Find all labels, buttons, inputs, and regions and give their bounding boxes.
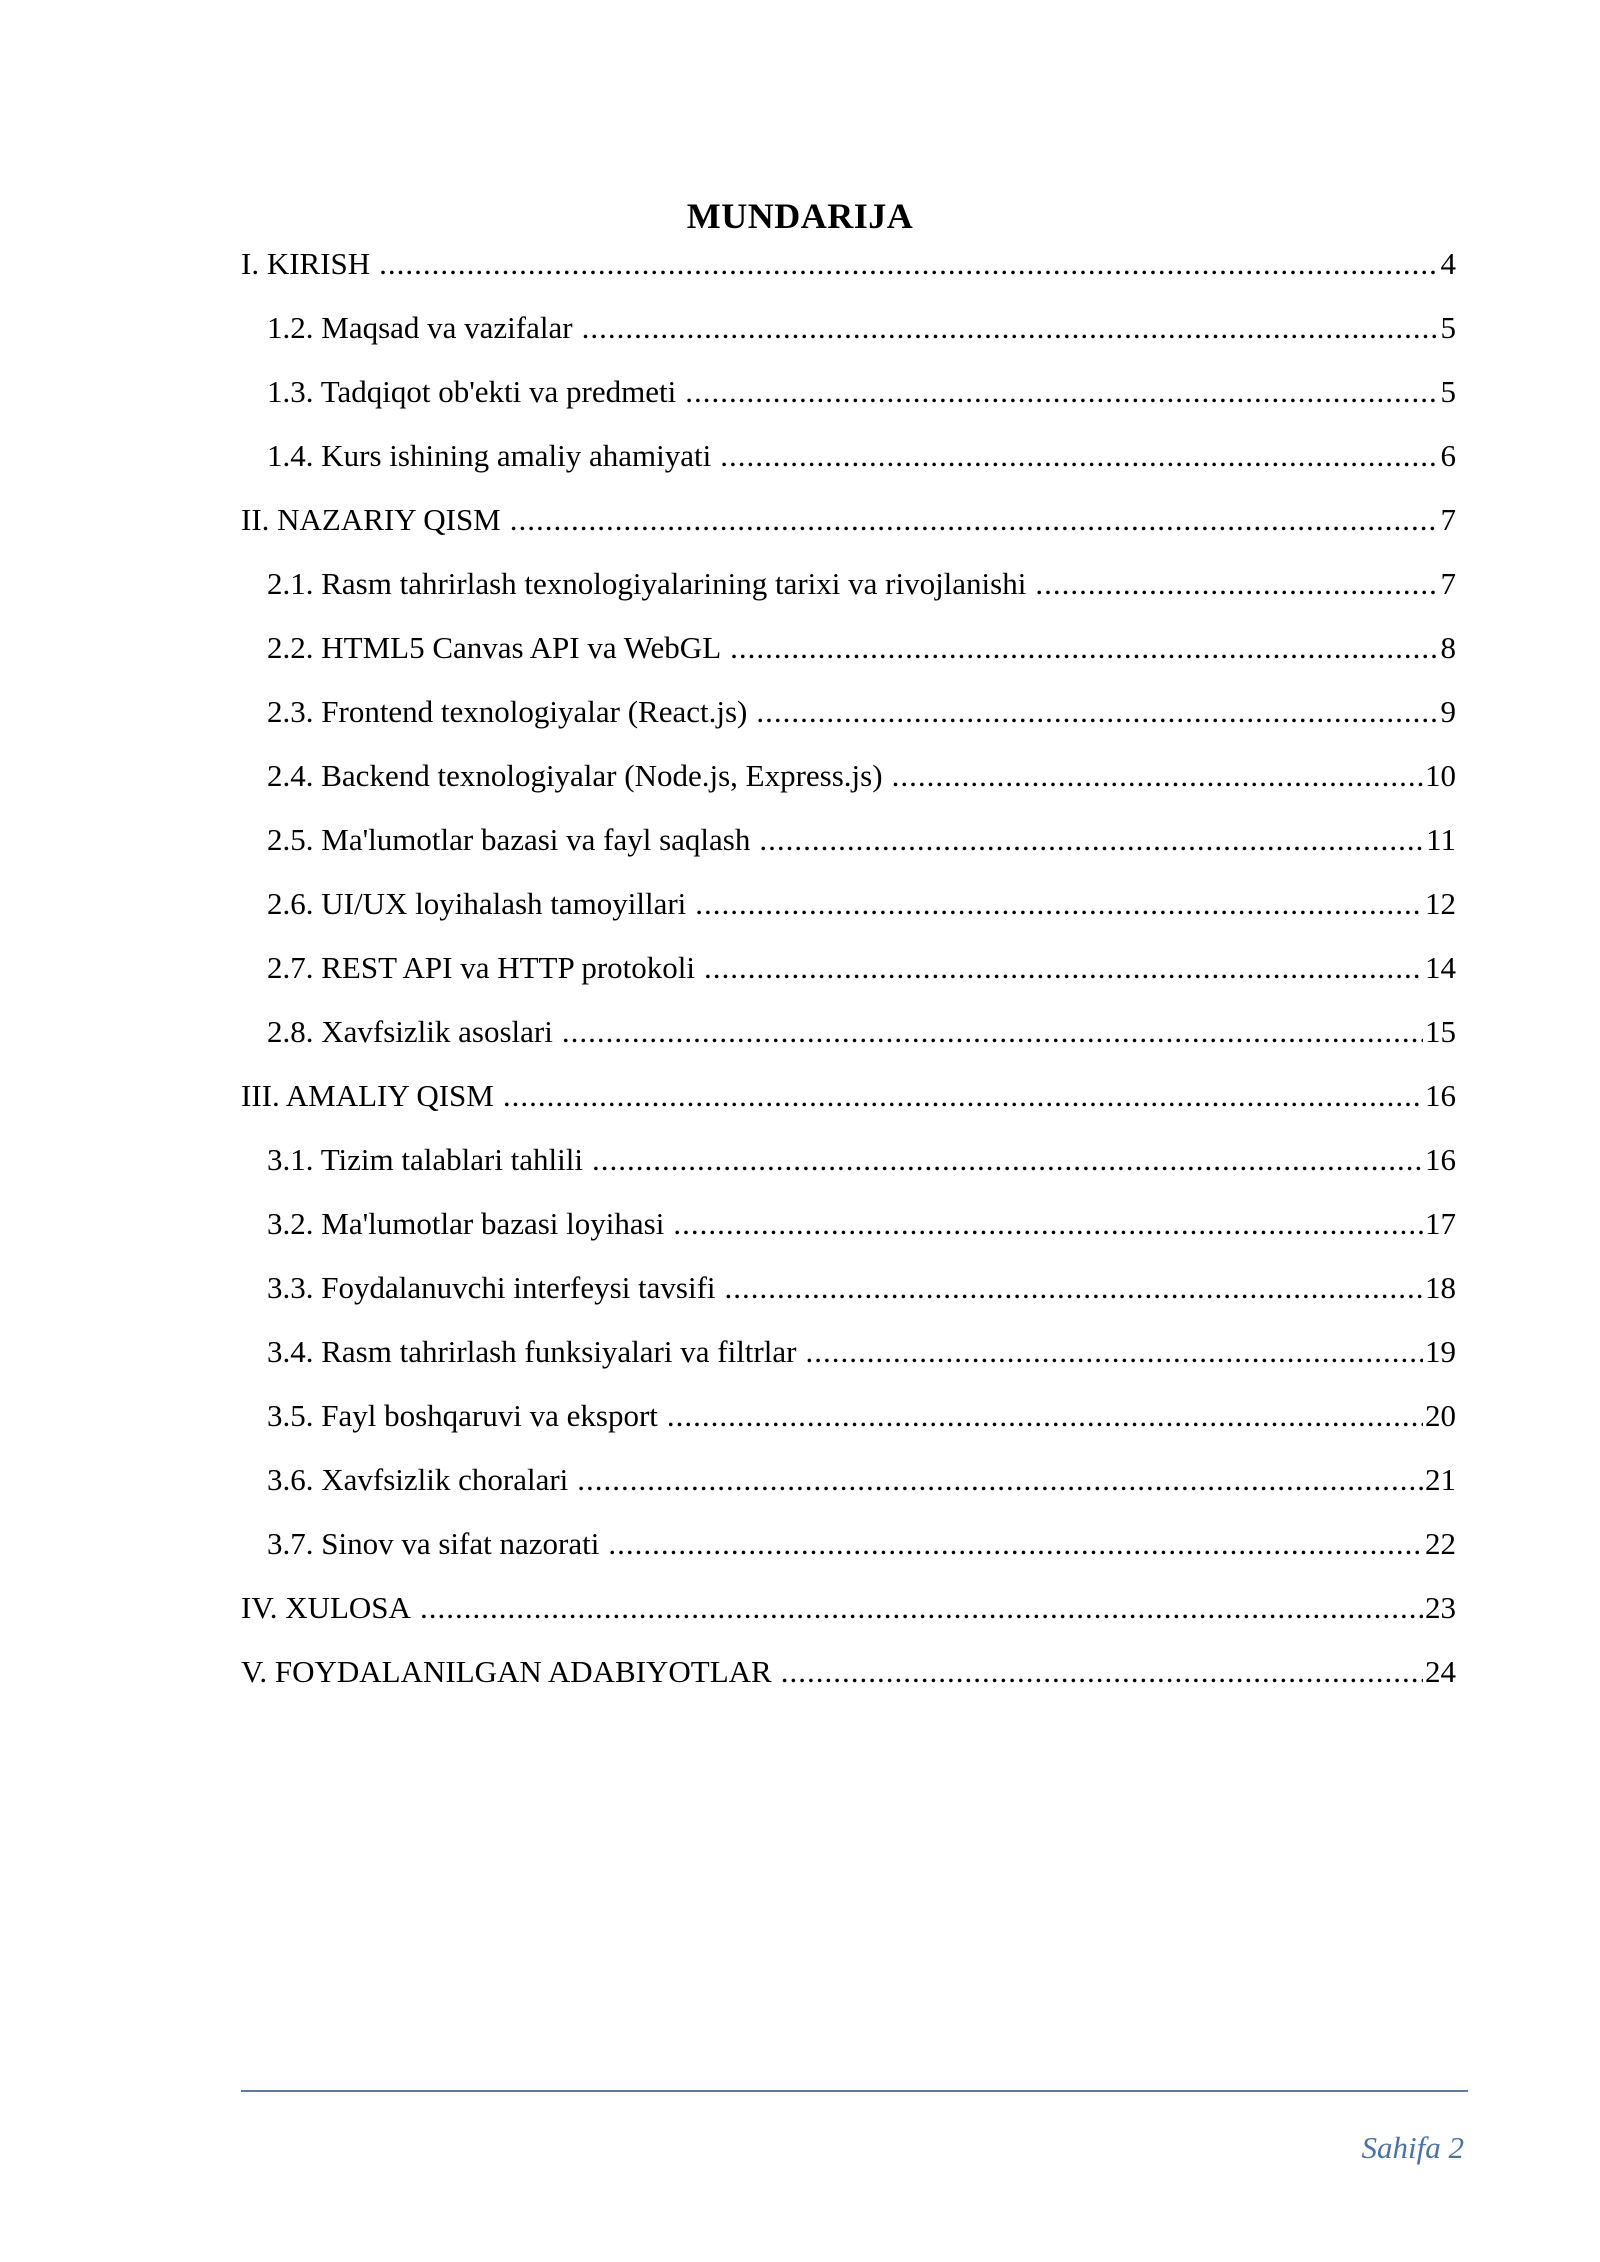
- toc-entry-label: 2.8. Xavfsizlik asoslari: [267, 1014, 553, 1049]
- toc-entry-page: 5: [1440, 310, 1456, 345]
- toc-leader-dots: [1035, 562, 1438, 606]
- table-of-contents: [241, 242, 1456, 1714]
- toc-entry-page: 5: [1440, 374, 1456, 409]
- toc-entry[interactable]: [241, 1522, 1456, 1586]
- toc-entry-page: 15: [1425, 1014, 1456, 1049]
- toc-entry[interactable]: [241, 882, 1456, 946]
- toc-entry-label: 3.2. Ma'lumotlar bazasi loyihasi: [267, 1206, 665, 1241]
- toc-leader-dots: [592, 1138, 1423, 1182]
- toc-leader-dots: [379, 242, 1438, 286]
- toc-entry-label: IV. XULOSA: [241, 1590, 411, 1625]
- toc-entry-page: 18: [1425, 1270, 1456, 1305]
- toc-entry[interactable]: [241, 1266, 1456, 1330]
- toc-entry-label: 3.7. Sinov va sifat nazorati: [267, 1526, 600, 1561]
- toc-leader-dots: [759, 818, 1424, 862]
- toc-entry-page: 6: [1440, 438, 1456, 473]
- toc-leader-dots: [695, 882, 1423, 926]
- toc-leader-dots: [667, 1394, 1423, 1438]
- toc-leader-dots: [781, 1650, 1423, 1694]
- toc-entry[interactable]: [241, 562, 1456, 626]
- toc-entry-label: 2.5. Ma'lumotlar bazasi va fayl saqlash: [267, 822, 751, 857]
- toc-entry-page: 21: [1425, 1462, 1456, 1497]
- toc-entry[interactable]: [241, 370, 1456, 434]
- toc-leader-dots: [730, 626, 1438, 670]
- toc-leader-dots: [420, 1586, 1423, 1630]
- toc-entry-page: 17: [1425, 1206, 1456, 1241]
- toc-entry-label: 3.3. Foydalanuvchi interfeysi tavsifi: [267, 1270, 716, 1305]
- toc-entry-page: 8: [1440, 630, 1456, 665]
- toc-entry[interactable]: [241, 306, 1456, 370]
- toc-entry[interactable]: [241, 498, 1456, 562]
- toc-entry-label: 2.1. Rasm tahrirlash texnologiyalarining tarixi va rivojlanishi: [267, 566, 1027, 601]
- toc-entry-page: 24: [1425, 1654, 1456, 1689]
- page-title: MUNDARIJA: [686, 196, 914, 236]
- page-number: Sahifa 2: [1361, 2130, 1464, 2165]
- toc-entry-page: 11: [1426, 822, 1456, 857]
- toc-entry-page: 23: [1425, 1590, 1456, 1625]
- toc-leader-dots: [503, 1074, 1423, 1118]
- toc-entry[interactable]: [241, 818, 1456, 882]
- toc-entry[interactable]: [241, 1394, 1456, 1458]
- toc-leader-dots: [756, 690, 1438, 734]
- toc-leader-dots: [562, 1010, 1423, 1054]
- toc-leader-dots: [608, 1522, 1423, 1566]
- toc-entry[interactable]: [241, 1010, 1456, 1074]
- toc-entry-page: 19: [1425, 1334, 1456, 1369]
- toc-entry-label: 2.3. Frontend texnologiyalar (React.js): [267, 694, 748, 729]
- toc-leader-dots: [704, 946, 1423, 990]
- toc-entry-label: II. NAZARIY QISM: [241, 502, 501, 537]
- toc-entry-label: 3.5. Fayl boshqaruvi va eksport: [267, 1398, 658, 1433]
- toc-entry[interactable]: [241, 1202, 1456, 1266]
- toc-entry-label: 2.6. UI/UX loyihalash tamoyillari: [267, 886, 687, 921]
- toc-leader-dots: [805, 1330, 1423, 1374]
- toc-entry[interactable]: [241, 1074, 1456, 1138]
- toc-entry-label: I. KIRISH: [241, 246, 371, 281]
- toc-entry-page: 9: [1440, 694, 1456, 729]
- toc-entry[interactable]: [241, 434, 1456, 498]
- toc-entry-label: 1.2. Maqsad va vazifalar: [267, 310, 573, 345]
- toc-entry[interactable]: [241, 1586, 1456, 1650]
- toc-entry-page: 12: [1425, 886, 1456, 921]
- toc-leader-dots: [685, 370, 1438, 414]
- toc-leader-dots: [673, 1202, 1423, 1246]
- toc-entry-page: 20: [1425, 1398, 1456, 1433]
- toc-entry-page: 22: [1425, 1526, 1456, 1561]
- toc-entry[interactable]: [241, 1138, 1456, 1202]
- toc-entry-label: 3.4. Rasm tahrirlash funksiyalari va filtrlar: [267, 1334, 797, 1369]
- toc-entry-page: 7: [1440, 566, 1456, 601]
- toc-entry-page: 16: [1425, 1142, 1456, 1177]
- toc-entry[interactable]: [241, 242, 1456, 306]
- toc-entry-label: 1.3. Tadqiqot ob'ekti va predmeti: [267, 374, 677, 409]
- toc-entry-page: 10: [1425, 758, 1456, 793]
- toc-leader-dots: [720, 434, 1438, 478]
- toc-entry[interactable]: [241, 690, 1456, 754]
- footer-divider: [241, 2090, 1468, 2092]
- toc-leader-dots: [725, 1266, 1423, 1310]
- toc-leader-dots: [510, 498, 1439, 542]
- toc-entry-page: 16: [1425, 1078, 1456, 1113]
- toc-entry[interactable]: [241, 1330, 1456, 1394]
- toc-entry-label: 2.2. HTML5 Canvas API va WebGL: [267, 630, 722, 665]
- toc-entry-label: 1.4. Kurs ishining amaliy ahamiyati: [267, 438, 712, 473]
- toc-entry[interactable]: [241, 626, 1456, 690]
- toc-entry-page: 4: [1440, 246, 1456, 281]
- toc-entry-label: 2.4. Backend texnologiyalar (Node.js, Express.js): [267, 758, 883, 793]
- toc-entry[interactable]: [241, 754, 1456, 818]
- toc-entry-page: 7: [1440, 502, 1456, 537]
- toc-entry[interactable]: [241, 946, 1456, 1010]
- toc-entry[interactable]: [241, 1650, 1456, 1714]
- toc-leader-dots: [577, 1458, 1423, 1502]
- toc-leader-dots: [582, 306, 1439, 350]
- toc-entry-label: 3.1. Tizim talablari tahlili: [267, 1142, 584, 1177]
- toc-entry-label: V. FOYDALANILGAN ADABIYOTLAR: [241, 1654, 772, 1689]
- toc-entry-label: 3.6. Xavfsizlik choralari: [267, 1462, 569, 1497]
- toc-leader-dots: [892, 754, 1423, 798]
- toc-entry-label: III. AMALIY QISM: [241, 1078, 494, 1113]
- toc-entry-page: 14: [1425, 950, 1456, 985]
- toc-entry-label: 2.7. REST API va HTTP protokoli: [267, 950, 695, 985]
- toc-entry[interactable]: [241, 1458, 1456, 1522]
